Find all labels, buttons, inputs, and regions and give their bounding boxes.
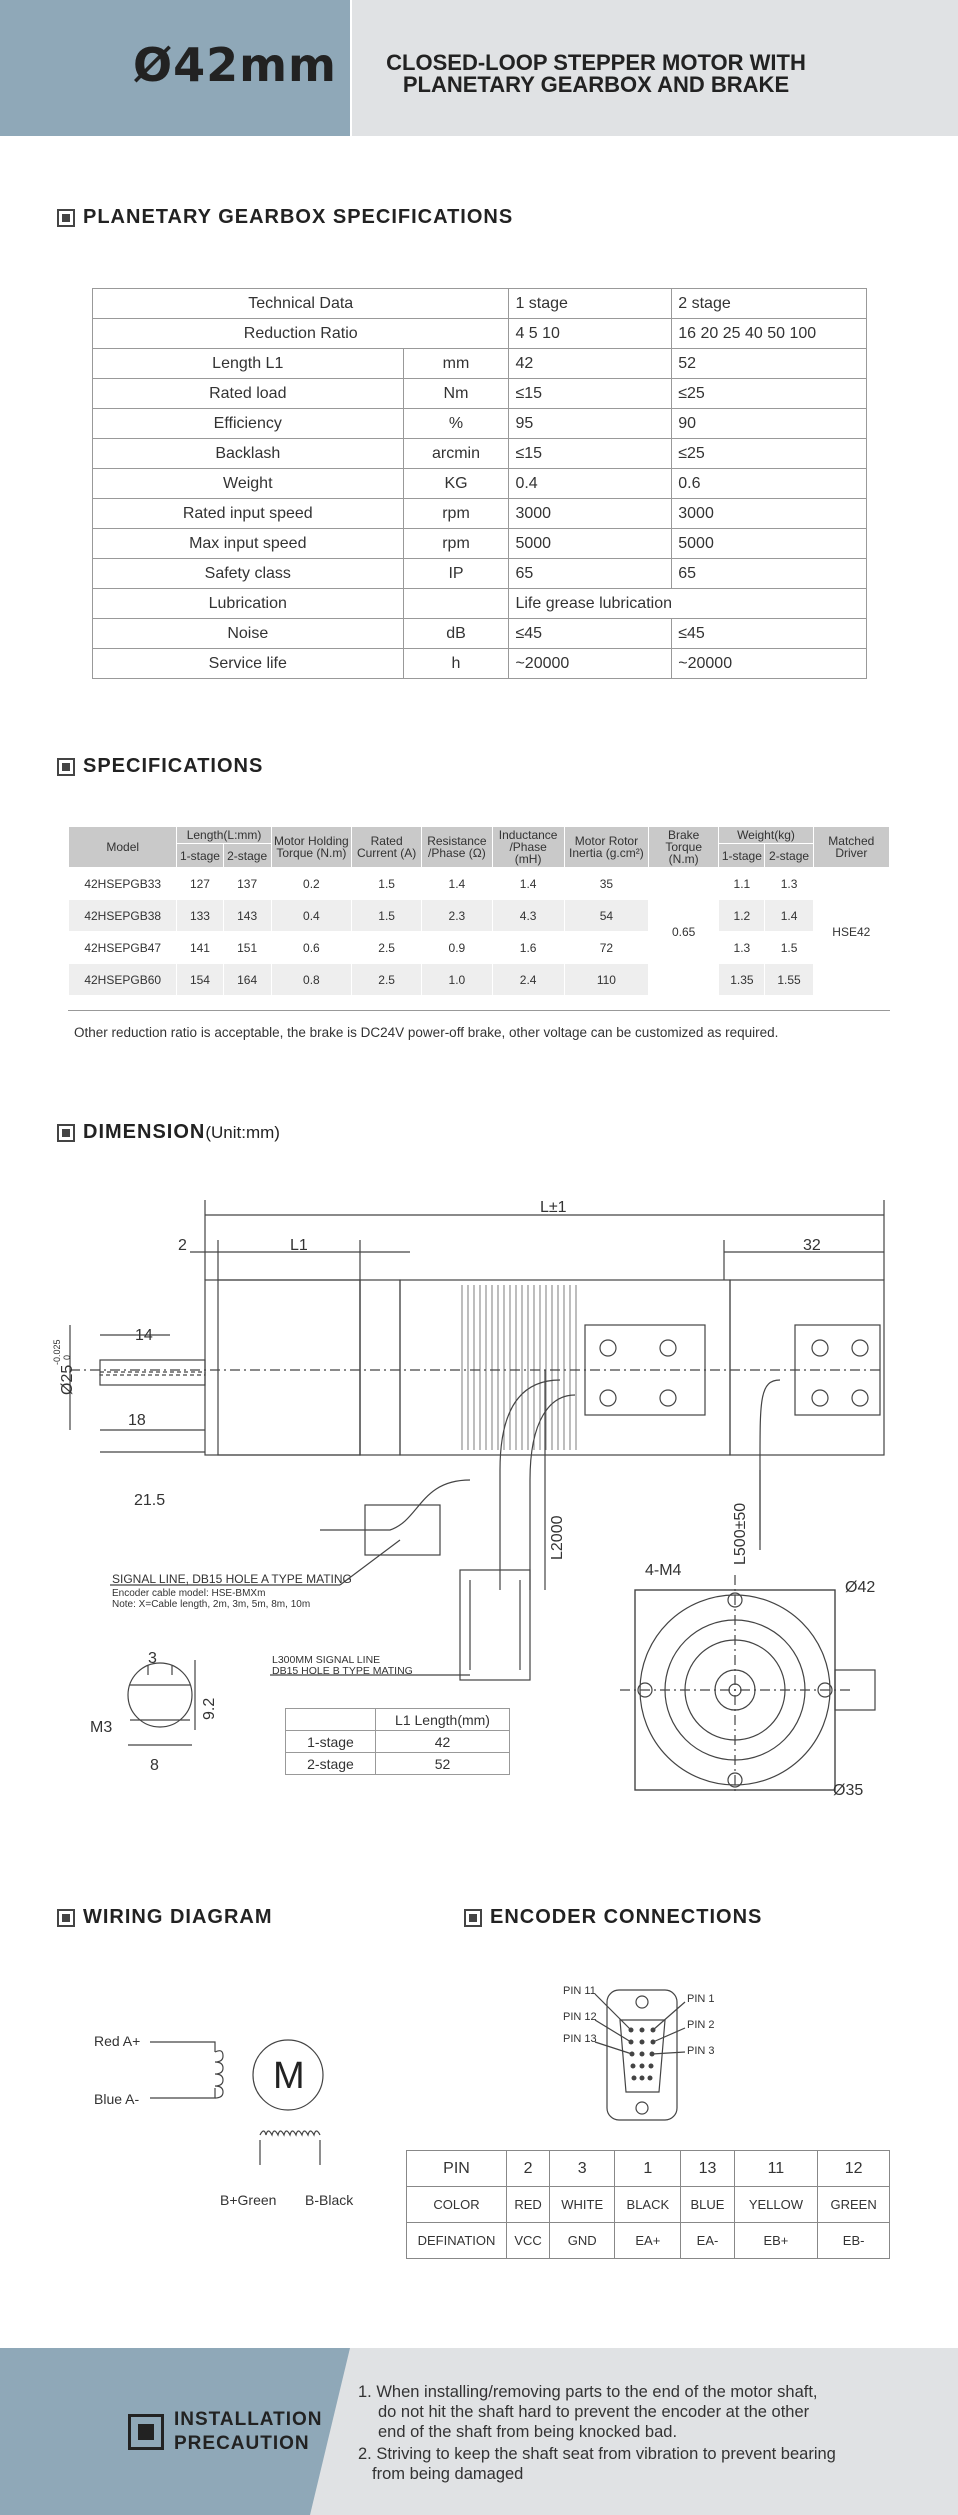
spec-cell: 110 <box>564 964 648 996</box>
spec-cell: 0.2 <box>271 868 351 900</box>
section-specs <box>57 755 263 778</box>
spec-cell: 2.5 <box>352 932 422 964</box>
encoder-cell: RED <box>507 2187 550 2223</box>
gear-cell-name: Backlash <box>93 439 404 469</box>
dim-3: 3 <box>148 1650 157 1667</box>
gear-row <box>93 559 867 589</box>
gear-header-cell: Technical Data <box>93 289 509 319</box>
gear-cell-s2: 5000 <box>672 529 867 559</box>
spec-row <box>69 868 890 900</box>
pin-13-label: PIN 13 <box>563 2033 597 2045</box>
spec-cell: 1.4 <box>422 868 492 900</box>
precaution-item-2 <box>358 2444 918 2484</box>
spec-header-cell: Weight(kg) <box>719 827 813 844</box>
spec-table <box>68 826 890 996</box>
pin-12-label: PIN 12 <box>563 2011 597 2023</box>
spec-cell: 1.35 <box>719 964 765 996</box>
gear-cell-unit: KG <box>403 469 509 499</box>
encoder-cell: EB- <box>818 2223 890 2259</box>
encoder-table <box>406 2150 890 2259</box>
pin-3-label: PIN 3 <box>687 2045 715 2057</box>
gear-row <box>93 319 867 349</box>
signal-line-label: SIGNAL LINE, DB15 HOLE A TYPE MATING <box>112 1572 352 1586</box>
pin-1-label: PIN 1 <box>687 1993 715 2005</box>
section-gearbox-title: PLANETARY GEARBOX SPECIFICATIONS <box>83 206 514 228</box>
spec-note: Other reduction ratio is acceptable, the brake is DC24V power-off brake, other voltage can be customized as required. <box>74 1025 779 1040</box>
footer-title <box>128 2408 323 2456</box>
spec-cell: 1.5 <box>352 900 422 932</box>
spec-cell: 35 <box>564 868 648 900</box>
section-square-icon <box>57 758 75 776</box>
gearbox-table <box>92 288 867 679</box>
spec-header-cell: Rated Current (A) <box>352 827 422 868</box>
spec-header-cell: 1-stage <box>719 844 765 868</box>
encoder-cell: PIN <box>407 2151 507 2187</box>
gear-row <box>93 469 867 499</box>
gear-cell-s2: ~20000 <box>672 649 867 679</box>
gear-cell-unit: arcmin <box>403 439 509 469</box>
gear-cell-s1: 4 5 10 <box>509 319 672 349</box>
dim-m3: M3 <box>90 1719 113 1736</box>
gear-cell-name: Max input speed <box>93 529 404 559</box>
spec-cell: 0.4 <box>271 900 351 932</box>
gear-header-cell: 2 stage <box>672 289 867 319</box>
l1-cell: 42 <box>376 1731 510 1753</box>
signal-300mm-label: L300MM SIGNAL LINE <box>272 1654 381 1666</box>
encoder-def-row <box>407 2223 890 2259</box>
section-encoder <box>464 1906 762 1929</box>
spec-cell: 2.3 <box>422 900 492 932</box>
dim-4-m4: 4-M4 <box>645 1562 682 1579</box>
motor-symbol-label: M <box>273 2055 305 2097</box>
section-specs-title: SPECIFICATIONS <box>83 755 264 777</box>
section-square-icon <box>57 209 75 227</box>
section-wiring-title: WIRING DIAGRAM <box>83 1906 273 1928</box>
gear-row <box>93 529 867 559</box>
gear-cell-s2: ≤25 <box>672 379 867 409</box>
gear-row <box>93 589 867 619</box>
spec-cell-brake: 0.65 <box>649 868 719 996</box>
spec-cell: 154 <box>177 964 223 996</box>
gear-cell-s1: ≤15 <box>509 379 672 409</box>
signal-db15b-label: DB15 HOLE B TYPE MATING <box>272 1665 413 1677</box>
gear-cell-unit: mm <box>403 349 509 379</box>
encoder-cell: YELLOW <box>734 2187 818 2223</box>
l1-header-row <box>286 1709 510 1731</box>
dim-18: 18 <box>128 1412 146 1429</box>
gear-cell-unit: IP <box>403 559 509 589</box>
spec-cell: 133 <box>177 900 223 932</box>
gear-cell-unit: % <box>403 409 509 439</box>
spec-cell: 0.8 <box>271 964 351 996</box>
l1-cell: 52 <box>376 1753 510 1775</box>
dimension-drawing <box>0 1180 958 1800</box>
encoder-cell: BLUE <box>681 2187 734 2223</box>
footer-title-line-1: INSTALLATION <box>174 2409 323 2430</box>
signal-cable-note: Note: X=Cable length, 2m, 3m, 5m, 8m, 10m <box>112 1599 311 1610</box>
spec-header-cell: 1-stage <box>177 844 223 868</box>
spec-cell: 137 <box>223 868 271 900</box>
spec-cell: 1.55 <box>765 964 813 996</box>
gear-row <box>93 619 867 649</box>
gear-cell-s2: 65 <box>672 559 867 589</box>
spec-cell-driver: HSE42 <box>813 868 889 996</box>
section-encoder-title: ENCODER CONNECTIONS <box>490 1906 763 1928</box>
gear-cell-lubrication: Life grease lubrication <box>509 589 867 619</box>
gear-row <box>93 499 867 529</box>
gear-header-row <box>93 289 867 319</box>
spec-cell: 141 <box>177 932 223 964</box>
gear-cell-name: Lubrication <box>93 589 404 619</box>
spec-cell: 127 <box>177 868 223 900</box>
l1-row <box>286 1753 510 1775</box>
spec-cell: 1.3 <box>765 868 813 900</box>
spec-cell: 54 <box>564 900 648 932</box>
gear-cell-s1: ≤15 <box>509 439 672 469</box>
spec-cell: 0.9 <box>422 932 492 964</box>
section-square-icon <box>57 1124 75 1142</box>
spec-cell: 143 <box>223 900 271 932</box>
spec-cell: 1.4 <box>492 868 564 900</box>
dim-2: 2 <box>178 1237 187 1254</box>
page-subtitle <box>376 52 816 96</box>
spec-cell: 1.3 <box>719 932 765 964</box>
dim-phi25: Ø25 <box>59 1364 76 1395</box>
spec-cell: 42HSEPGB60 <box>69 964 177 996</box>
l1-row <box>286 1731 510 1753</box>
section-square-icon <box>57 1909 75 1927</box>
encoder-cell: BLACK <box>615 2187 681 2223</box>
dim-21-5: 21.5 <box>134 1492 166 1509</box>
spec-cell: 1.4 <box>765 900 813 932</box>
gear-cell-s2: ≤25 <box>672 439 867 469</box>
footer-title-line-2: PRECAUTION <box>174 2433 310 2454</box>
l1-length-table <box>285 1708 510 1775</box>
spec-cell: 4.3 <box>492 900 564 932</box>
spec-divider <box>68 1010 890 1011</box>
spec-header-cell: Brake Torque (N.m) <box>649 827 719 868</box>
wiring-diagram <box>80 1990 410 2220</box>
gear-cell-s2: ≤45 <box>672 619 867 649</box>
l1-cell: 2-stage <box>286 1753 376 1775</box>
gear-cell-unit: rpm <box>403 529 509 559</box>
spec-cell: 42HSEPGB47 <box>69 932 177 964</box>
gear-cell-s1: 42 <box>509 349 672 379</box>
dim-tol0: 0 <box>62 1354 72 1360</box>
spec-cell: 42HSEPGB33 <box>69 868 177 900</box>
dim-phi42: Ø42 <box>845 1579 876 1596</box>
precaution-line: end of the shaft from being knocked bad. <box>378 2423 678 2441</box>
gear-cell-name: Length L1 <box>93 349 404 379</box>
gear-cell-s1: 5000 <box>509 529 672 559</box>
spec-cell: 42HSEPGB38 <box>69 900 177 932</box>
pin-2-label: PIN 2 <box>687 2019 715 2031</box>
encoder-color-row <box>407 2187 890 2223</box>
section-wiring <box>57 1906 273 1929</box>
spec-cell: 1.0 <box>422 964 492 996</box>
subtitle-line-1: CLOSED-LOOP STEPPER MOTOR WITH <box>386 50 806 75</box>
l1-cell: 1-stage <box>286 1731 376 1753</box>
header-title-panel <box>0 0 350 136</box>
gear-cell-name: Efficiency <box>93 409 404 439</box>
dim-14: 14 <box>135 1327 153 1344</box>
section-gearbox <box>57 206 513 229</box>
gear-cell-unit: dB <box>403 619 509 649</box>
gear-cell-s2: 0.6 <box>672 469 867 499</box>
dim-9-2: 9.2 <box>201 1697 218 1720</box>
subtitle-line-2: PLANETARY GEARBOX AND BRAKE <box>402 72 790 97</box>
gear-cell-name: Safety class <box>93 559 404 589</box>
gear-cell-s1: 65 <box>509 559 672 589</box>
encoder-cell: 2 <box>507 2151 550 2187</box>
gear-cell-name: Reduction Ratio <box>93 319 509 349</box>
spec-cell: 1.5 <box>765 932 813 964</box>
spec-cell: 72 <box>564 932 648 964</box>
gear-cell-name: Rated load <box>93 379 404 409</box>
spec-cell: 0.6 <box>271 932 351 964</box>
l1-header-cell: L1 Length(mm) <box>376 1709 510 1731</box>
dim-l500: L500±50 <box>732 1502 749 1565</box>
spec-cell: 2.5 <box>352 964 422 996</box>
dim-phi35: Ø35 <box>833 1782 864 1799</box>
precaution-item-1 <box>358 2382 918 2442</box>
gear-cell-s2: 3000 <box>672 499 867 529</box>
wire-red-label: Red A+ <box>94 2033 141 2049</box>
gear-cell-s2: 52 <box>672 349 867 379</box>
section-square-icon <box>128 2414 164 2450</box>
spec-row <box>69 964 890 996</box>
wire-blue-label: Blue A- <box>94 2091 140 2107</box>
spec-header-cell: Inductance /Phase (mH) <box>492 827 564 868</box>
encoder-cell: DEFINATION <box>407 2223 507 2259</box>
dim-l2000: L2000 <box>549 1515 566 1560</box>
spec-cell: 164 <box>223 964 271 996</box>
spec-header-cell: 2-stage <box>765 844 813 868</box>
spec-cell: 1.5 <box>352 868 422 900</box>
gear-cell-s1: 0.4 <box>509 469 672 499</box>
spec-header-row <box>69 827 890 844</box>
gear-cell-s1: 3000 <box>509 499 672 529</box>
spec-header-cell: Model <box>69 827 177 868</box>
spec-row <box>69 900 890 932</box>
precaution-line: 1. When installing/removing parts to the end of the motor shaft, <box>358 2383 818 2401</box>
gear-cell-s1: ≤45 <box>509 619 672 649</box>
gear-cell-name: Weight <box>93 469 404 499</box>
dim-l1: L1 <box>290 1237 308 1254</box>
gear-row <box>93 409 867 439</box>
encoder-cell: WHITE <box>550 2187 615 2223</box>
encoder-cell: GREEN <box>818 2187 890 2223</box>
gear-cell-name: Noise <box>93 619 404 649</box>
dim-8: 8 <box>150 1757 159 1774</box>
dim-l-total: L±1 <box>540 1199 567 1216</box>
gear-cell-name: Service life <box>93 649 404 679</box>
spec-header-cell: Resistance /Phase (Ω) <box>422 827 492 868</box>
spec-cell: 151 <box>223 932 271 964</box>
wire-black-label: B-Black <box>305 2192 354 2208</box>
gear-cell-s2: 90 <box>672 409 867 439</box>
encoder-cell: 11 <box>734 2151 818 2187</box>
gear-cell-unit: h <box>403 649 509 679</box>
spec-header-cell: Motor Holding Torque (N.m) <box>271 827 351 868</box>
spec-cell: 1.1 <box>719 868 765 900</box>
section-dimension-title: DIMENSION <box>83 1121 206 1143</box>
signal-cable-model: Encoder cable model: HSE-BMXm <box>112 1588 266 1599</box>
encoder-cell: 3 <box>550 2151 615 2187</box>
encoder-cell: EA- <box>681 2223 734 2259</box>
encoder-cell: VCC <box>507 2223 550 2259</box>
spec-header-cell: Motor Rotor Inertia (g.cm²) <box>564 827 648 868</box>
gear-cell-s1: 95 <box>509 409 672 439</box>
gear-row <box>93 439 867 469</box>
precaution-line: do not hit the shaft hard to prevent the encoder at the other <box>378 2403 810 2421</box>
spec-row <box>69 932 890 964</box>
gear-cell-s1: ~20000 <box>509 649 672 679</box>
dim-32: 32 <box>803 1237 821 1254</box>
spec-header-cell: Matched Driver <box>813 827 889 868</box>
page-title: Ø42mm <box>133 38 337 92</box>
section-dimension-unit: (Unit:mm) <box>205 1122 280 1142</box>
precaution-line: from being damaged <box>372 2465 524 2483</box>
section-dimension <box>57 1121 280 1144</box>
spec-header-cell: Length(L:mm) <box>177 827 271 844</box>
gear-cell-unit: Nm <box>403 379 509 409</box>
encoder-cell: 1 <box>615 2151 681 2187</box>
gear-cell-s2: 16 20 25 40 50 100 <box>672 319 867 349</box>
gear-row <box>93 649 867 679</box>
encoder-cell: GND <box>550 2223 615 2259</box>
section-square-icon <box>464 1909 482 1927</box>
precaution-line: 2. Striving to keep the shaft seat from vibration to prevent bearing <box>358 2445 836 2463</box>
pin-11-label: PIN 11 <box>563 1985 596 1997</box>
encoder-cell: EB+ <box>734 2223 818 2259</box>
encoder-cell: 12 <box>818 2151 890 2187</box>
encoder-cell: COLOR <box>407 2187 507 2223</box>
spec-cell: 1.2 <box>719 900 765 932</box>
db15-connector-diagram <box>555 1980 735 2140</box>
gear-row <box>93 379 867 409</box>
wire-green-label: B+Green <box>220 2192 277 2208</box>
spec-cell: 1.6 <box>492 932 564 964</box>
gear-header-cell: 1 stage <box>509 289 672 319</box>
dim-tol: -0.025 <box>52 1339 62 1365</box>
encoder-cell: 13 <box>681 2151 734 2187</box>
encoder-pin-row <box>407 2151 890 2187</box>
spec-cell: 2.4 <box>492 964 564 996</box>
gear-cell-unit: rpm <box>403 499 509 529</box>
precaution-list <box>358 2382 918 2486</box>
spec-header-cell: 2-stage <box>223 844 271 868</box>
header-subtitle-panel <box>352 0 958 136</box>
gear-row <box>93 349 867 379</box>
encoder-cell: EA+ <box>615 2223 681 2259</box>
gear-cell-name: Rated input speed <box>93 499 404 529</box>
